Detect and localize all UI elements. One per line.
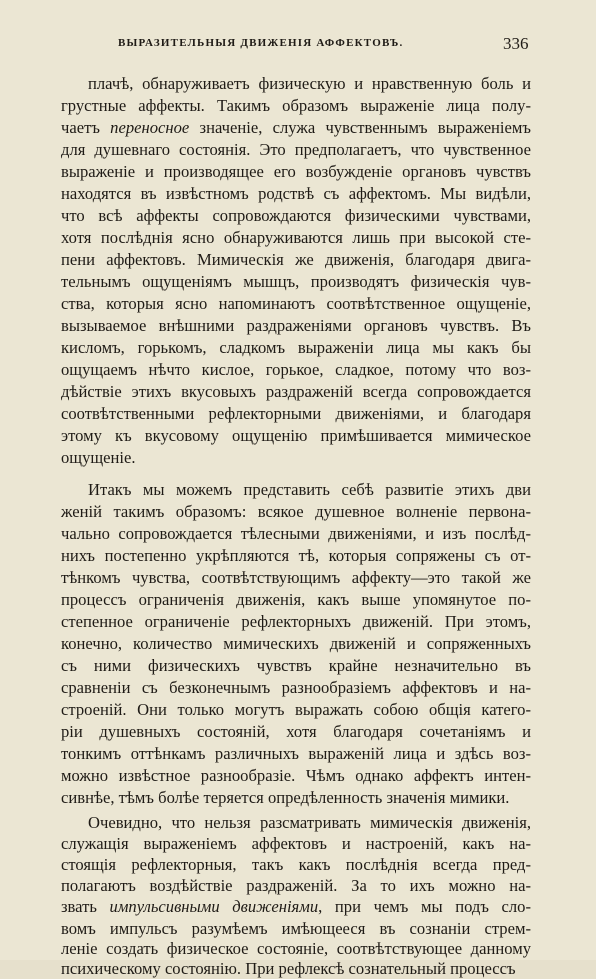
text-segment: для душевнаго состоянія. Это предполагаетъ, что чувственное	[61, 140, 531, 159]
text-segment: стоящія рефлекторныя, такъ какъ послѣднія всегда пред-	[61, 855, 531, 875]
text-line	[61, 502, 531, 522]
text-line	[61, 140, 531, 160]
text-segment: хотя послѣднія ясно обнаруживаются лишь при высокой сте-	[61, 228, 531, 247]
text-segment: степенное ограниченіе рефлекторныхъ движеній. При этомъ,	[61, 612, 531, 631]
text-segment: выраженіе и производящее его возбужденіе органовъ чувствъ	[61, 162, 531, 181]
running-title: ВЫРАЗИТЕЛЬНЫЯ ДВИЖЕНІЯ АФФЕКТОВЪ.	[118, 37, 404, 49]
text-segment: Очевидно, что нельзя разсматривать мимическія движенія,	[88, 813, 531, 832]
text-line	[61, 448, 531, 468]
text-line	[61, 404, 531, 424]
text-segment: Итакъ мы можемъ представить себѣ развитіе этихъ дви	[88, 480, 531, 499]
text-segment: нихъ постепенно укрѣпляются тѣ, которыя сопряжены съ от-	[61, 546, 531, 565]
text-segment: находятся въ извѣстномъ родствѣ съ аффектомъ. Мы видѣли,	[61, 184, 531, 203]
text-line	[61, 568, 531, 588]
text-segment: грустные аффекты. Такимъ образомъ выраженіе лица полу-	[61, 96, 531, 115]
text-segment: значеніе, служа чувственнымъ выраженіемъ	[189, 118, 531, 137]
text-segment: кисломъ, горькомъ, сладкомъ выраженіи лица мы какъ бы	[61, 338, 531, 357]
italic-term: переносное	[110, 118, 190, 137]
text-segment: , при чемъ мы подъ сло-	[318, 897, 531, 917]
text-segment: звать	[61, 897, 110, 917]
text-line	[61, 656, 531, 676]
text-line	[61, 338, 531, 358]
text-segment: полагаютъ воздѣйствіе раздраженій. За то ихъ можно на-	[61, 876, 531, 896]
text-line	[61, 316, 531, 336]
text-line	[61, 876, 531, 896]
text-line	[88, 74, 531, 94]
text-line	[88, 813, 531, 833]
text-line	[61, 744, 531, 764]
text-segment: леніе создать физическое состояніе, соотвѣтствующее данному	[61, 938, 531, 958]
text-line	[61, 959, 531, 979]
text-line	[61, 834, 531, 854]
text-segment: сравненіи съ безконечнымъ разнообразіемъ аффектовъ и на-	[61, 678, 531, 697]
text-segment: женій такимъ образомъ: всякое душевное волненіе первона-	[61, 502, 531, 521]
text-segment: строеній. Они только могутъ выражать собою общія катего-	[61, 700, 531, 719]
text-segment: ощущаемъ нѣчто кислое, горькое, сладкое, потому что воз-	[61, 360, 531, 379]
text-segment: тонкимъ оттѣнкамъ различныхъ выраженій лица и здѣсь воз-	[61, 744, 531, 763]
text-segment: ріи душевныхъ состояній, хотя благодаря сочетаніямъ и	[61, 722, 531, 741]
text-segment: съ ними физическихъ чувствъ крайне незначительно въ	[61, 656, 531, 675]
text-segment: этому къ вкусовому ощущенію примѣшивается мимическое	[61, 426, 531, 445]
italic-term: импульсивными движеніями	[109, 897, 319, 917]
text-segment: вызываемое внѣшними раздраженіями органовъ чувствъ. Въ	[61, 316, 531, 335]
text-line	[61, 590, 531, 610]
text-line	[88, 480, 531, 500]
text-line	[61, 766, 531, 786]
text-line	[61, 700, 531, 720]
text-line	[61, 382, 531, 402]
text-line	[61, 788, 531, 808]
text-line	[61, 96, 531, 116]
text-line	[61, 546, 531, 566]
text-segment: тѣнкомъ чувства, соотвѣтствующимъ аффекту—это такой же	[61, 568, 531, 587]
text-line	[61, 162, 531, 182]
text-line	[61, 272, 531, 292]
text-line	[61, 294, 531, 314]
text-segment: сивнѣе, тѣмъ болѣе теряется опредѣленность значенія мимики.	[61, 788, 510, 807]
text-segment: дѣйствіе этихъ вкусовыхъ раздраженій всегда сопровождается	[61, 382, 531, 401]
text-line	[61, 228, 531, 248]
text-segment: служащія выраженіемъ аффектовъ и настроеній, какъ на-	[61, 834, 531, 854]
text-line	[61, 360, 531, 380]
text-line	[61, 897, 531, 917]
text-line	[61, 634, 531, 654]
text-segment: плачѣ, обнаруживаетъ физическую и нравственную боль и	[88, 74, 531, 93]
text-segment: ства, которыя ясно напоминаютъ соотвѣтственное ощущеніе,	[61, 294, 531, 313]
text-line	[61, 678, 531, 698]
text-line	[61, 184, 531, 204]
text-line	[61, 612, 531, 632]
text-line	[61, 939, 531, 959]
text-line	[61, 919, 531, 939]
page-number: 336	[503, 34, 529, 53]
text-segment: вомъ импульсъ разумѣемъ имѣющееся въ сознаніи стрем-	[61, 918, 531, 938]
text-line	[61, 855, 531, 875]
text-line	[61, 118, 531, 138]
text-segment: можно извѣстное разнообразіе. Чѣмъ однако аффектъ интен-	[61, 766, 531, 785]
text-line	[61, 206, 531, 226]
text-segment: процессъ ограниченія движенія, какъ выше упомянутое по-	[61, 590, 531, 609]
text-line	[61, 722, 531, 742]
text-segment: ощущеніе.	[61, 448, 136, 467]
text-segment: тельнымъ ощущеніямъ мышцъ, производятъ физическія чув-	[61, 272, 531, 291]
text-line	[61, 524, 531, 544]
text-segment: психическому состоянію. При рефлексѣ сознательный процессъ	[61, 958, 516, 978]
text-line	[61, 250, 531, 270]
text-segment: чально сопровождается тѣлесными движеніями, и изъ послѣд-	[61, 524, 531, 543]
text-segment: соотвѣтственными рефлекторными движеніями, и благодаря	[61, 404, 531, 423]
text-segment: конечно, количество мимическихъ движеній и сопряженныхъ	[61, 634, 531, 653]
text-line	[61, 426, 531, 446]
text-segment: пени аффектовъ. Мимическія же движенія, благодаря двига-	[61, 250, 531, 269]
text-segment: что всѣ аффекты сопровождаются физическими чувствами,	[61, 206, 531, 225]
text-segment: чаетъ	[61, 118, 111, 137]
